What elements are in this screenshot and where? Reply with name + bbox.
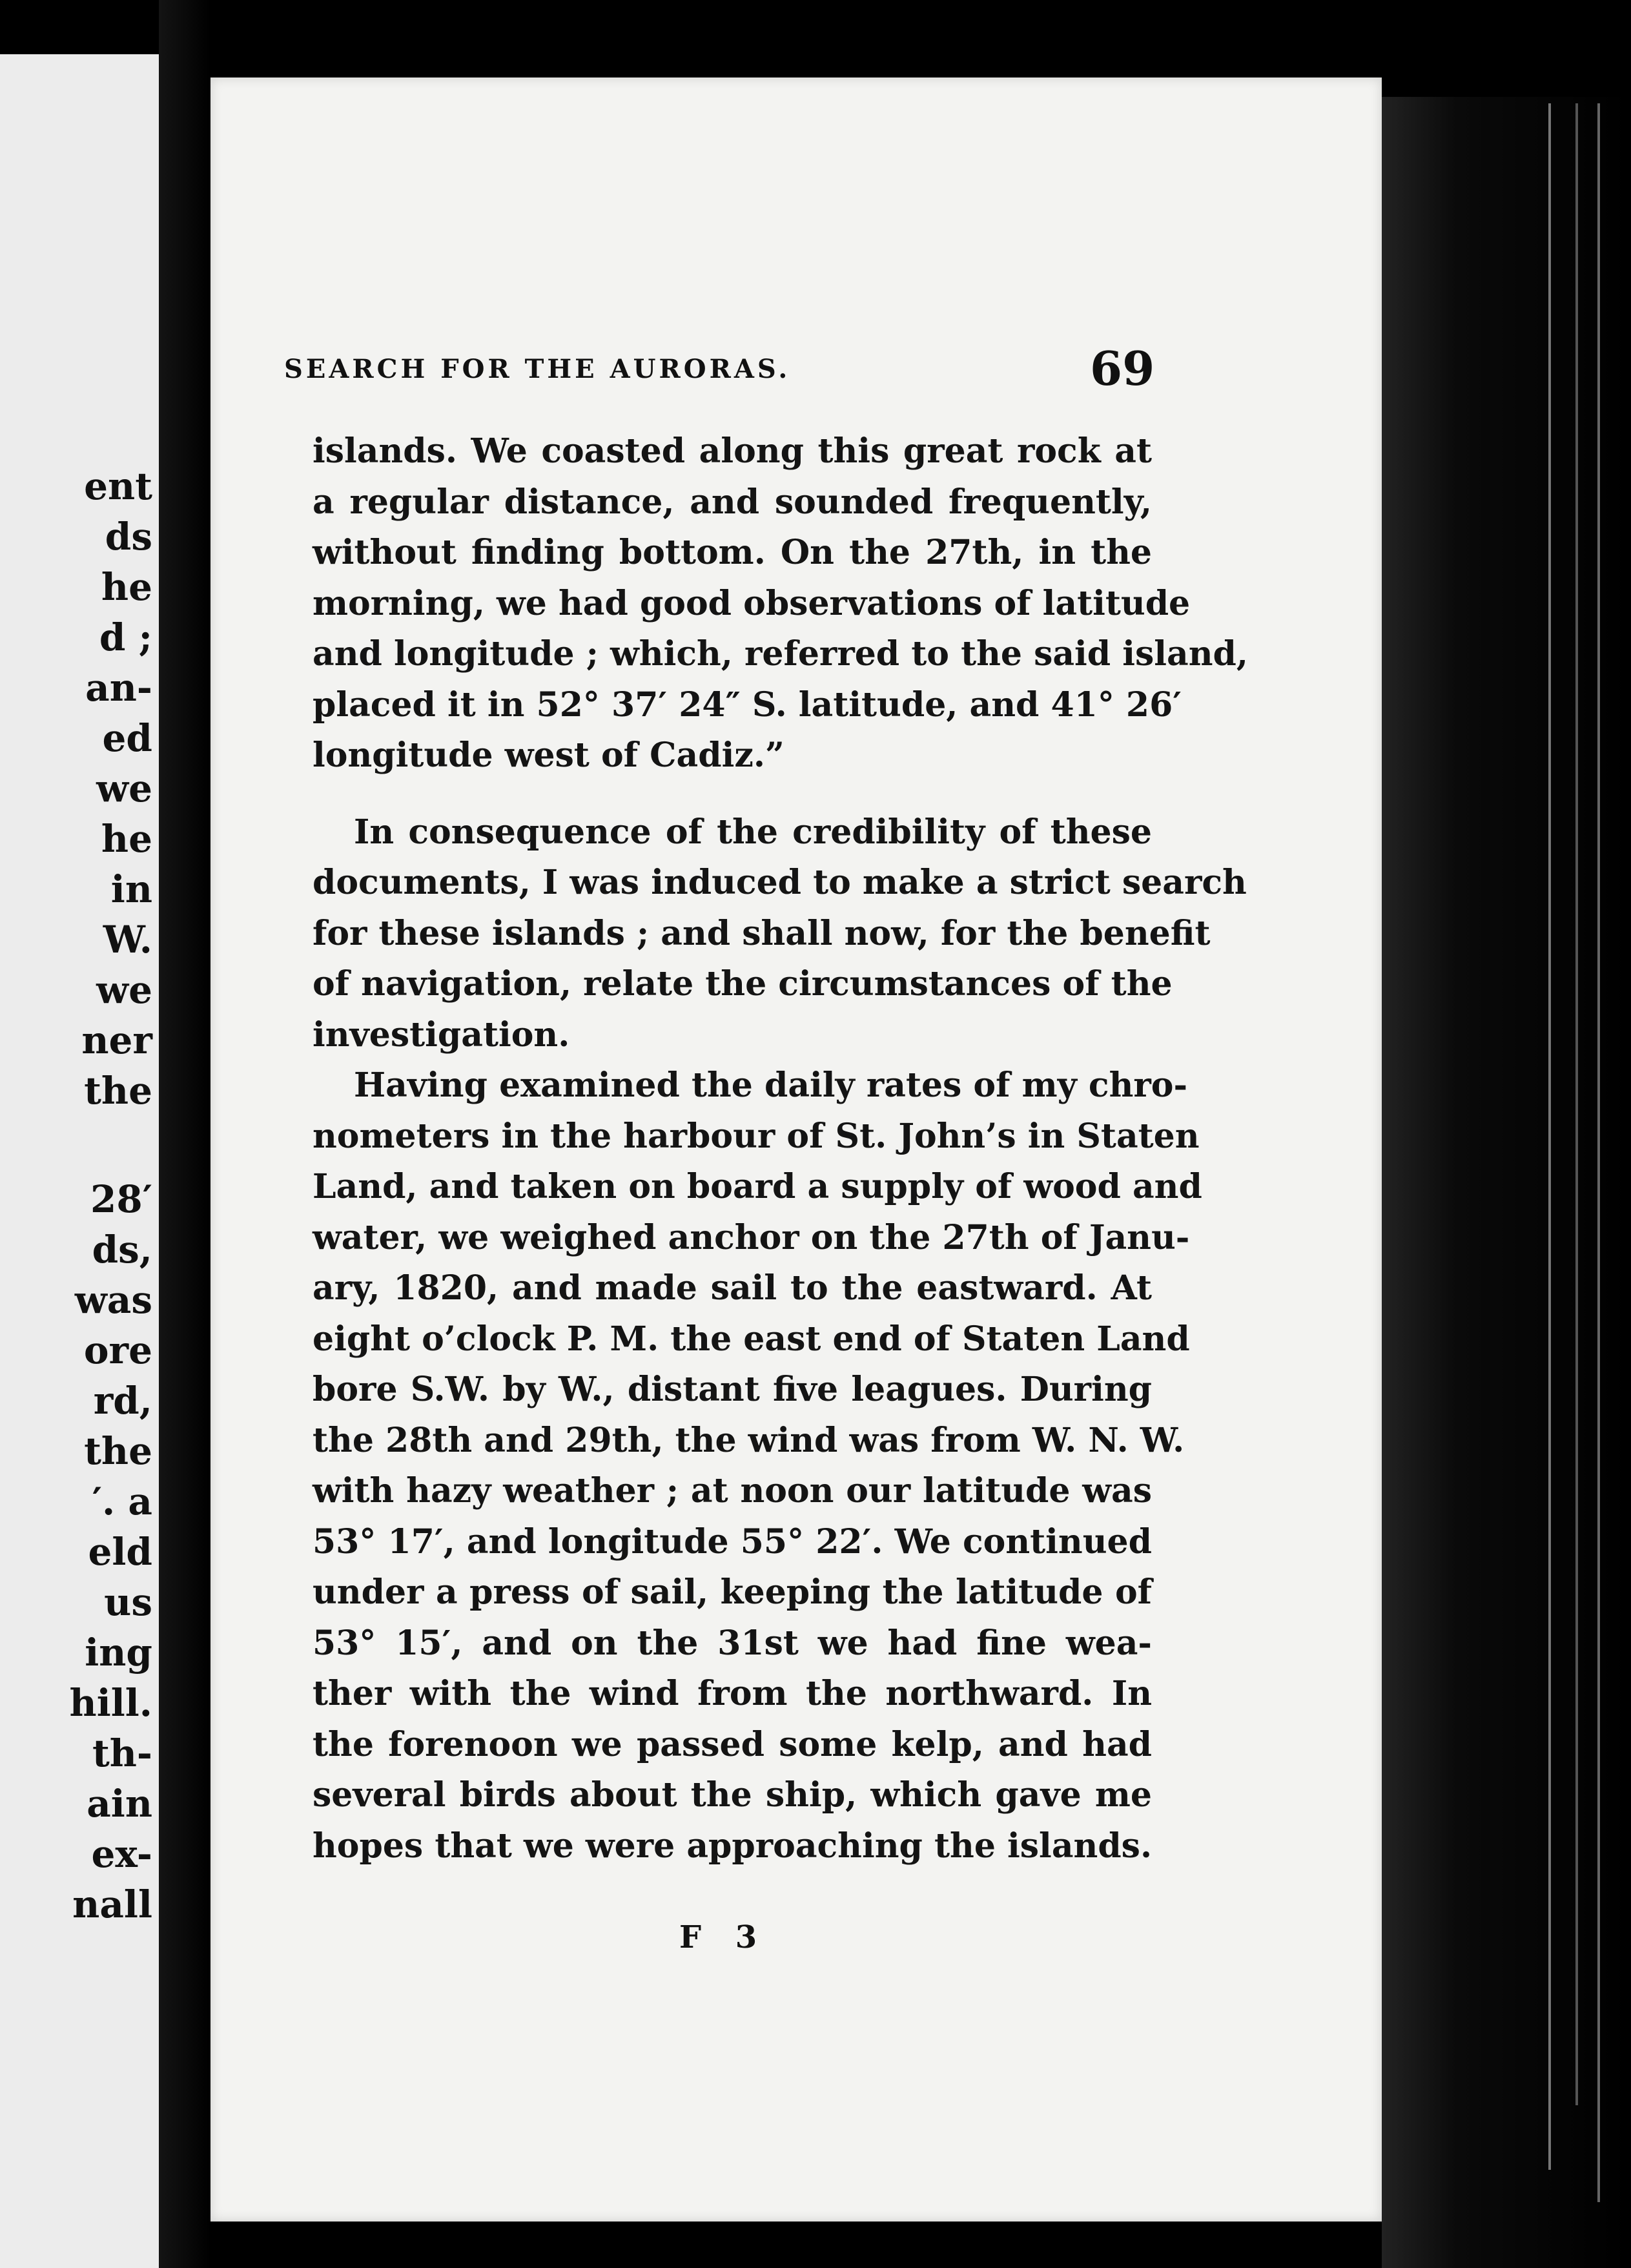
left-fragment: ing [85,1631,152,1675]
left-fragment: ore [83,1328,152,1372]
text-line: hopes that we were approaching the islands. [313,1826,1153,1866]
text-line: ther with the wind from the northward. In [313,1674,1152,1713]
page-edge-line [1548,103,1551,2170]
page-number: 69 [1090,341,1155,396]
text-line: investigation. [313,1015,570,1055]
left-fragment: he [101,817,152,861]
left-fragment: eld [88,1530,152,1574]
left-fragment: we [96,968,152,1012]
text-line: placed it in 52° 37′ 24″ S. latitude, and 41° 26′ [313,685,1182,725]
signature-mark: F 3 [679,1919,769,1955]
running-header: SEARCH FOR THE AURORAS. [284,354,791,384]
text-line: morning, we had good observations of latitude [313,583,1191,623]
text-line: and longitude ; which, referred to the said island, [313,634,1249,674]
text-line: a regular distance, and sounded frequently, [313,482,1152,522]
page-edges [1382,97,1631,2268]
left-fragment: ed [102,716,152,760]
text-line: of navigation, relate the circumstances of the [313,964,1173,1004]
book-gutter [159,0,210,2268]
text-line: Land, and taken on board a supply of wood and [313,1167,1202,1206]
text-line: 53° 17′, and longitude 55° 22′. We continued [313,1521,1152,1562]
page-edge-line [1575,103,1578,2105]
left-fragment: d ; [99,615,152,659]
text-line: nometers in the harbour of St. John’s in Staten [313,1116,1200,1156]
text-line: eight o’clock P. M. the east end of Staten Land [313,1319,1190,1359]
left-fragment: an- [85,666,152,710]
text-line: bore S.W. by W., distant five leagues. During [313,1370,1152,1409]
left-fragment: the [84,1069,152,1113]
left-fragment: rd, [93,1379,152,1423]
text-line: the forenoon we passed some kelp, and had [313,1724,1152,1764]
text-line: with hazy weather ; at noon our latitude was [313,1471,1152,1510]
left-fragment: was [74,1278,152,1322]
text-line: several birds about the ship, which gave me [313,1775,1152,1815]
left-fragment: W. [103,918,152,962]
left-fragment: ner [81,1018,152,1062]
text-line: water, we weighed anchor on the 27th of Janu- [313,1217,1190,1257]
text-line: ary, 1820, and made sail to the eastward. At [313,1268,1152,1308]
left-fragment: ain [87,1782,152,1826]
left-fragment: ds, [92,1228,152,1272]
text-line: for these islands ; and shall now, for the benefit [313,913,1211,953]
text-line: islands. We coasted along this great rock at [313,431,1152,471]
left-fragment: th- [92,1731,152,1775]
previous-page-fragment [0,54,159,2268]
text-line: Having examined the daily rates of my chro- [354,1066,1188,1105]
left-fragment: we [96,767,152,810]
left-fragment: he [101,565,152,609]
text-line: under a press of sail, keeping the latitude of [313,1572,1152,1612]
paragraph-gap [313,781,1152,807]
left-fragment: 28′ [90,1177,152,1221]
text-line: longitude west of Cadiz.” [313,736,785,775]
left-fragment: us [104,1580,152,1624]
left-fragment: nall [72,1882,152,1926]
left-fragment: ds [105,515,152,559]
left-fragment: the [84,1429,152,1473]
left-fragment: ent [84,464,152,508]
text-line: 53° 15′, and on the 31st we had fine wea- [313,1623,1152,1663]
text-line: without finding bottom. On the 27th, in the [313,533,1152,572]
text-line: In consequence of the credibility of these [354,812,1152,852]
left-fragment: ex- [91,1832,152,1876]
text-line: the 28th and 29th, the wind was from W. N. W. [313,1420,1185,1460]
left-fragment: in [110,867,152,911]
text-line: documents, I was induced to make a strict search [313,863,1247,902]
left-fragment: ′. a [92,1479,152,1523]
page-edge-line [1597,103,1600,2202]
left-fragment: hill. [69,1681,152,1725]
page-body [313,426,1249,1871]
